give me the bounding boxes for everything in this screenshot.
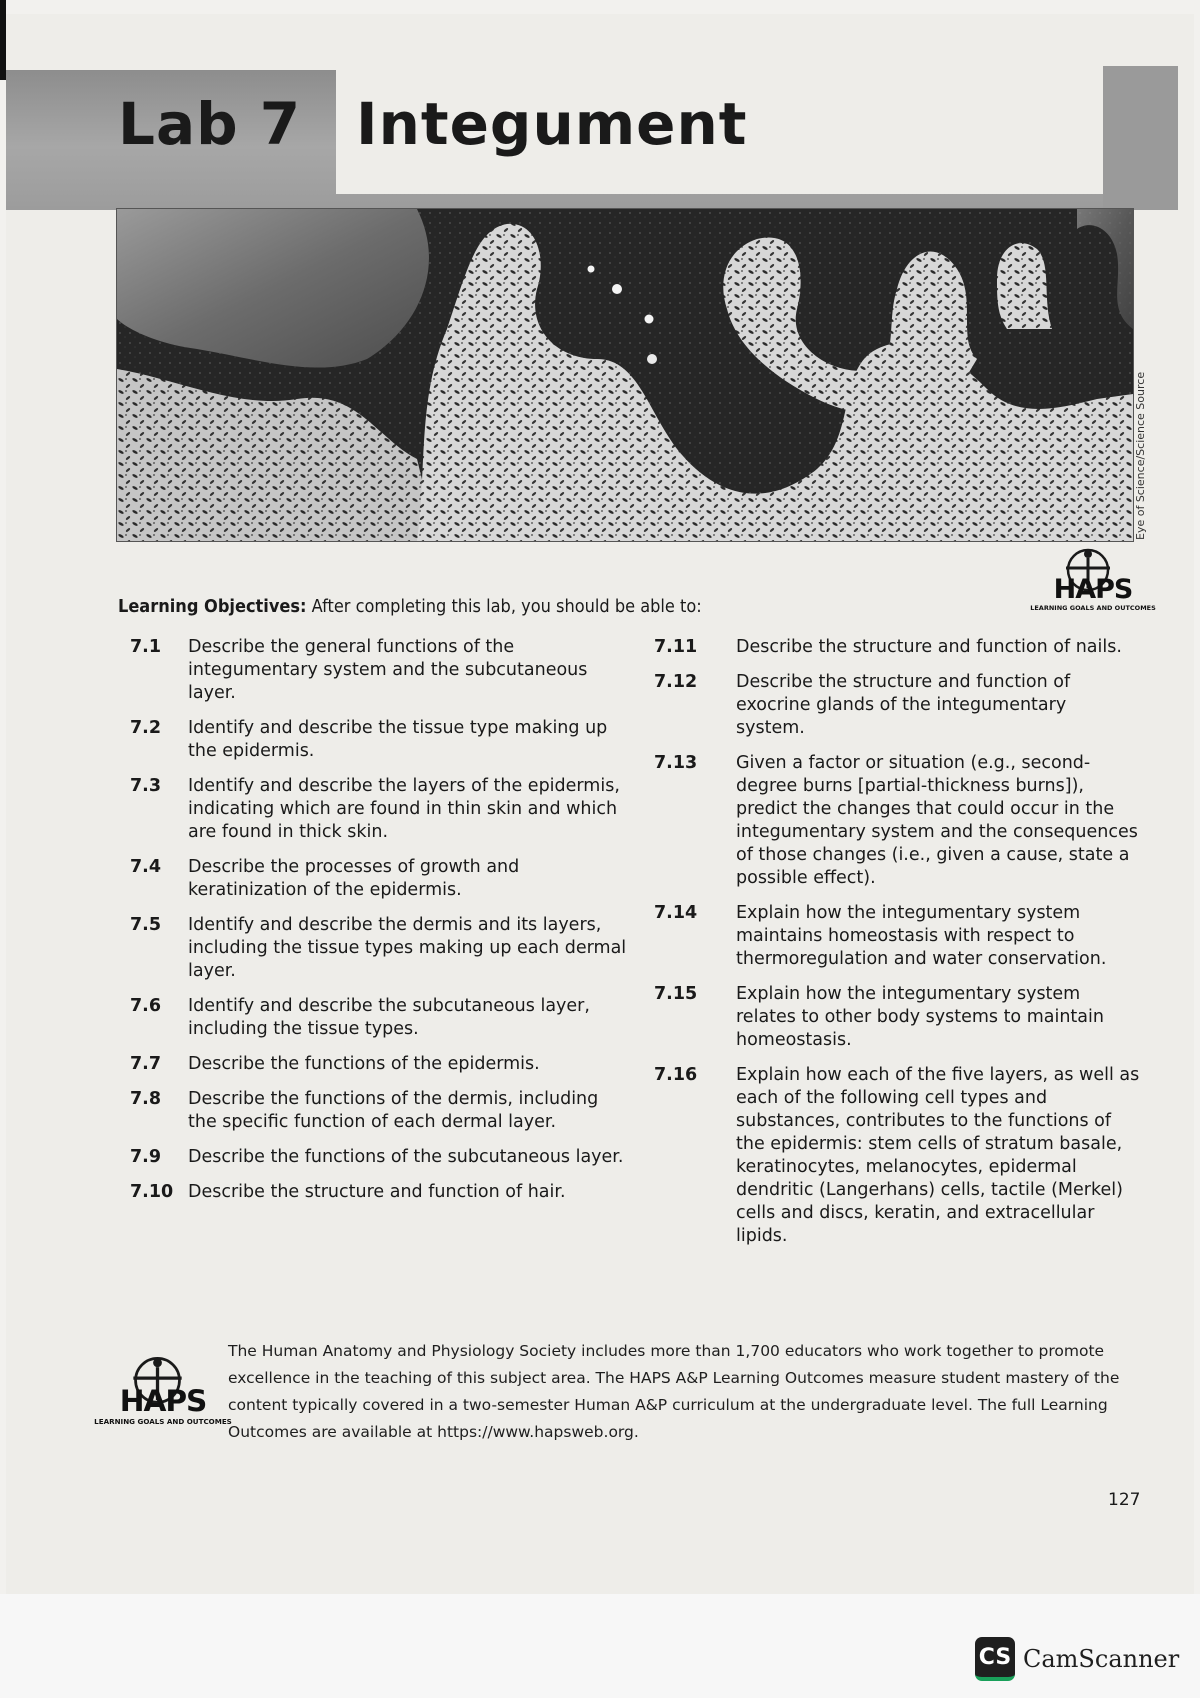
haps-description: The Human Anatomy and Physiology Society includes more than 1,700 educators who work together to promote excellence in the teaching of this subject area. The HAPS A&P Learning Outcomes measure student mastery of the content typically covered in a two-semester Human A&P curriculum at the undergraduate level. The full Learning Outcomes are available at https://www.hapsweb.org. bbox=[228, 1342, 1120, 1441]
objective-text: Describe the structure and function of hair. bbox=[188, 1182, 566, 1202]
objective-text: Identify and describe the dermis and its layers, including the tissue types making up each dermal layer. bbox=[188, 915, 627, 981]
objective-number: 7.13 bbox=[654, 753, 698, 773]
objectives-left-column bbox=[120, 636, 632, 1216]
objective-item bbox=[120, 1053, 632, 1076]
objective-text: Identify and describe the subcutaneous layer, including the tissue types. bbox=[188, 996, 590, 1039]
objective-item bbox=[648, 671, 1140, 740]
objective-text: Describe the general functions of the integumentary system and the subcutaneous layer. bbox=[188, 637, 588, 703]
objective-text: Describe the functions of the subcutaneous layer. bbox=[188, 1147, 624, 1167]
objective-number: 7.6 bbox=[130, 996, 162, 1016]
haps-footer-wordmark: HAPS bbox=[119, 1383, 207, 1419]
objective-number: 7.7 bbox=[130, 1054, 162, 1074]
objective-number: 7.2 bbox=[130, 718, 162, 738]
haps-logo-head bbox=[1084, 550, 1092, 558]
objective-text: Identify and describe the layers of the epidermis, indicating which are found in thin skin and which are found in thick skin. bbox=[188, 776, 620, 842]
objectives-heading-label: Learning Objectives: bbox=[118, 596, 307, 617]
objectives-heading bbox=[118, 596, 702, 617]
objective-number: 7.16 bbox=[654, 1065, 698, 1085]
objectives-heading-text: After completing this lab, you should be able to: bbox=[311, 596, 702, 617]
objective-text: Describe the structure and function of exocrine glands of the integumentary system. bbox=[736, 672, 1071, 738]
objective-text: Describe the processes of growth and keratinization of the epidermis. bbox=[188, 857, 520, 900]
objective-item bbox=[648, 983, 1140, 1052]
camscanner-icon: CS bbox=[975, 1637, 1015, 1681]
objectives-right-column bbox=[648, 636, 1140, 1260]
objective-text: Explain how the integumentary system maintains homeostasis with respect to thermoregulation and water conservation. bbox=[736, 903, 1107, 969]
haps-logo-tagline: LEARNING GOALS AND OUTCOMES bbox=[1030, 604, 1156, 612]
objective-item bbox=[120, 717, 632, 763]
objective-number: 7.4 bbox=[130, 857, 162, 877]
objective-item bbox=[648, 636, 1140, 659]
page-number: 127 bbox=[1108, 1490, 1141, 1510]
objective-number: 7.10 bbox=[130, 1182, 174, 1202]
haps-logo bbox=[1030, 548, 1156, 626]
objective-text: Explain how the integumentary system relates to other body systems to maintain homeostasis. bbox=[736, 984, 1104, 1050]
objective-item bbox=[120, 636, 632, 705]
micrograph-illustration bbox=[117, 209, 1133, 541]
objective-number: 7.8 bbox=[130, 1089, 162, 1109]
objective-number: 7.3 bbox=[130, 776, 162, 796]
objective-number: 7.15 bbox=[654, 984, 698, 1004]
objective-number: 7.5 bbox=[130, 915, 162, 935]
haps-logo-wordmark: HAPS bbox=[1053, 574, 1133, 605]
camscanner-watermark bbox=[975, 1637, 1179, 1681]
objective-item bbox=[120, 1088, 632, 1134]
objective-text: Describe the functions of the epidermis. bbox=[188, 1054, 540, 1074]
objective-text: Explain how each of the five layers, as well as each of the following cell types and substances, contributes to the functions of the epidermis: stem cells of stratum basale, keratinocytes, melanocytes, epidermal dendritic (Langerhans) cells, tactile (Merkel) cells and discs, keratin, and extracellular lipids. bbox=[736, 1065, 1140, 1246]
objective-item bbox=[648, 902, 1140, 971]
objective-item bbox=[648, 752, 1140, 890]
objective-number: 7.1 bbox=[130, 637, 162, 657]
photo-credit: Eye of Science/Science Source bbox=[1134, 371, 1147, 540]
haps-footer-head bbox=[153, 1358, 162, 1367]
objective-text: Describe the functions of the dermis, including the specific function of each dermal layer. bbox=[188, 1089, 599, 1132]
header-right-tab bbox=[1103, 66, 1178, 210]
skin-micrograph-image bbox=[116, 208, 1134, 542]
objective-item bbox=[120, 995, 632, 1041]
objective-item bbox=[648, 1064, 1140, 1248]
haps-logo-footer bbox=[94, 1354, 232, 1444]
camscanner-label: CamScanner bbox=[1023, 1645, 1180, 1673]
page-title: Integument bbox=[356, 90, 748, 158]
lab-number: Lab 7 bbox=[118, 90, 302, 158]
objective-item bbox=[120, 775, 632, 844]
objective-number: 7.9 bbox=[130, 1147, 162, 1167]
haps-footer-tagline: LEARNING GOALS AND OUTCOMES bbox=[94, 1417, 232, 1427]
objective-item bbox=[120, 1146, 632, 1169]
objective-text: Given a factor or situation (e.g., second-degree burns [partial-thickness burns]), predict the changes that could occur in the integumentary system and the consequences of those changes (i.e., given a cause, state a possible effect). bbox=[736, 753, 1138, 888]
objective-item bbox=[120, 914, 632, 983]
objective-item bbox=[120, 856, 632, 902]
objective-number: 7.11 bbox=[654, 637, 698, 657]
objective-text: Identify and describe the tissue type making up the epidermis. bbox=[188, 718, 608, 761]
objective-text: Describe the structure and function of nails. bbox=[736, 637, 1122, 657]
objective-number: 7.14 bbox=[654, 903, 698, 923]
objective-number: 7.12 bbox=[654, 672, 698, 692]
objective-item bbox=[120, 1181, 632, 1204]
